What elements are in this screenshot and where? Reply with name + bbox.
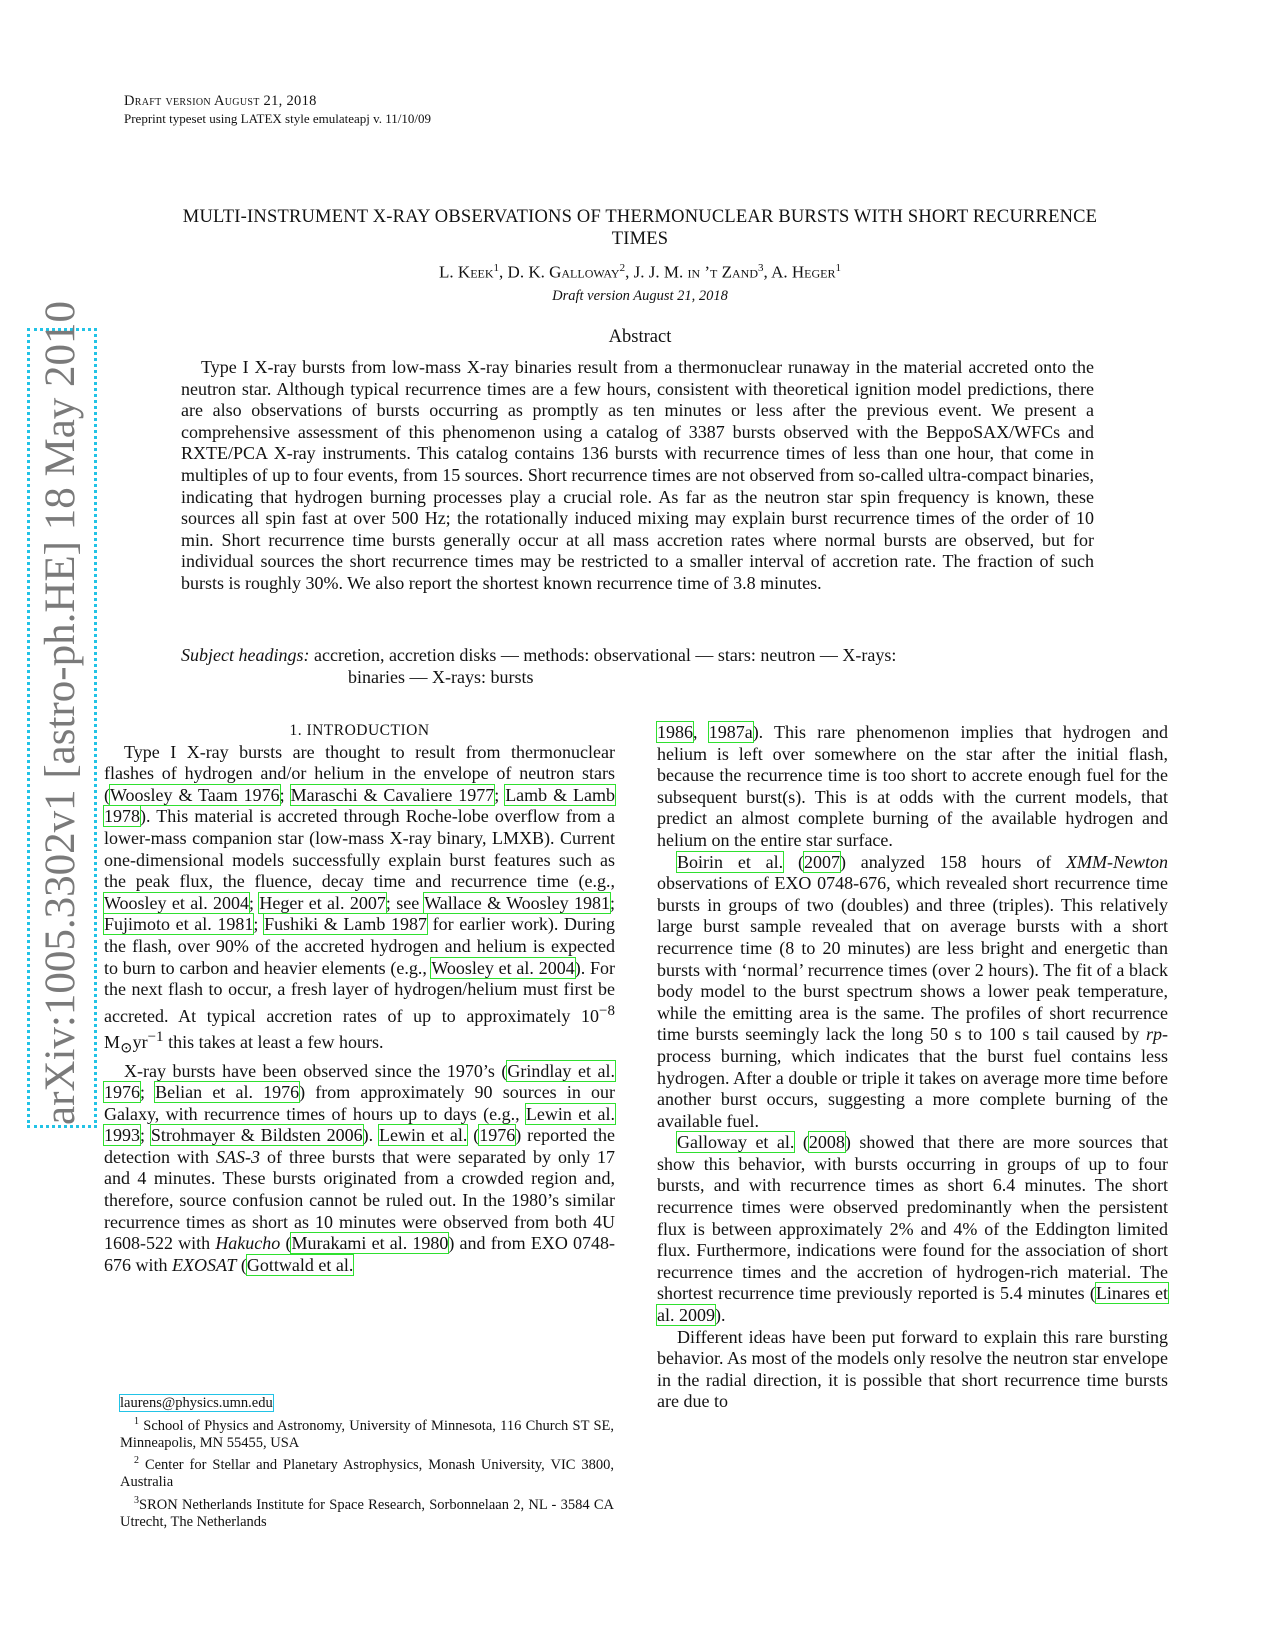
right-column: [657, 722, 1168, 1413]
citation-link[interactable]: Galloway et al.: [677, 1132, 795, 1153]
citation-link[interactable]: Maraschi & Cavaliere 1977: [290, 784, 495, 805]
citation-link[interactable]: 2007: [803, 851, 840, 872]
author-affiliation: 1: [835, 262, 841, 274]
citation-link[interactable]: Gottwald et al.: [246, 1254, 354, 1275]
citation-link[interactable]: Woosley et al. 2004: [104, 892, 250, 913]
citation-link[interactable]: Lamb & Lamb 1978: [104, 784, 615, 827]
author-list: L. Keek$^1$, D. K. Galloway$^2$, J. J. M. in ’t Zand$^3$, A. Heger$^1$: [439, 262, 841, 282]
footnote-2: $^2$ Center for Stellar and Planetary Astrophysics, Monash University, VIC 3800, Australia: [120, 1455, 615, 1491]
intro-paragraph-1: Type I X-ray bursts are thought to result from thermonuclear flashes of hydrogen and/or helium in the envelope of neutron stars (Woosley & Taam 1976; Maraschi & Cavaliere 1977; Lamb & Lamb 1978). This material is accreted through Roche-lobe overflow from a lower-mass companion star (low-mass X-ray binary, LMXB). Current one-dimensional models successfully explain burst features such as the peak flux, the fluence, decay time and recurrence time (e.g., Woosley et al. 2004; Heger et al. 2007; see Wallace & Woosley 1981; Fujimoto et al. 1981; Fushiki & Lamb 1987 for earlier work). During the flash, over 90% of the accreted hydrogen and helium is expected to burn to carbon and heavier elements (e.g., Woosley et al. 2004). For the next flash to occur, a fresh layer of hydrogen/helium must first be accreted. At typical accretion rates of up to approximately $10^{-8}$ $M_⊙yr^{-1}$ this takes at least a few hours.: [104, 741, 615, 1057]
author-affiliation: 2: [619, 262, 626, 274]
author-name: L. Keek: [439, 262, 494, 282]
author-name: J. J. M. in ’t Zand: [633, 262, 758, 282]
citation-link[interactable]: Lewin et al. 1993: [104, 1103, 615, 1146]
author-affiliation: 1: [493, 262, 500, 274]
section-title-introduction: 1. INTRODUCTION: [289, 722, 430, 739]
citation-link[interactable]: Woosley & Taam 1976: [110, 784, 280, 805]
left-column: [104, 720, 615, 1276]
paper-date: Draft version August 21, 2018: [552, 288, 728, 304]
subject-headings-line1: accretion, accretion disks — methods: observational — stars: neutron — X-rays:: [313, 645, 897, 665]
intro-paragraph-2-continued: 1986, 1987a). This rare phenomenon implies that hydrogen and helium is left over somewhere on the star after the initial flash, because the recurrence time is too short to accrete enough fuel for the subsequent burst(s). This is at odds with the current models, that predict an almost complete burning of the available hydrogen and helium on the entire star surface.: [657, 722, 1169, 850]
footnote-1: $^1$ School of Physics and Astronomy, University of Minnesota, 116 Church ST SE, Minneapolis, MN 55455, USA: [120, 1416, 615, 1452]
abstract-text: Type I X-ray bursts from low-mass X-ray binaries result from a thermonuclear runaway in the material accreted onto the neutron star. Although typical recurrence times are a few hours, consistent with theoretical ignition model predictions, there are also observations of bursts occurring as promptly as ten minutes or less after the previous event. We present a comprehensive assessment of this phenomenon using a catalog of 3387 bursts observed with the BeppoSAX/WFCs and RXTE/PCA X-ray instruments. This catalog contains 136 bursts with recurrence times of less than one hour, that come in multiples of up to four events, from 15 sources. Short recurrence times are not observed from so-called ultra-compact binaries, indicating that hydrogen burning processes play a crucial role. As far as the neutron star spin frequency is known, these sources all spin fast at over 500 Hz; the rotationally induced mixing may explain burst recurrence times of the order of 10 min. Short recurrence time bursts generally occur at all mass accretion rates where normal bursts are observed, but for individual sources the short recurrence times may be restricted to a smaller interval of accretion rate. The fraction of such bursts is roughly 30%. We also report the shortest known recurrence time of 3.8 minutes.: [181, 357, 1094, 593]
footnote-3: $^3$SRON Netherlands Institute for Space Research, Sorbonnelaan 2, NL - 3584 CA Utrecht, The Netherlands: [120, 1494, 614, 1530]
author-affiliation: 3: [758, 262, 764, 274]
citation-link[interactable]: Murakami et al. 1980: [291, 1233, 449, 1254]
author-name: D. K. Galloway: [507, 262, 620, 282]
intro-paragraph-3: Boirin et al. (2007) analyzed 158 hours of XMM-Newton observations of EXO 0748-676, which revealed short recurrence time bursts in groups of two (doubles) and three (triples). This relatively large burst sample revealed that on average bursts with a short recurrence time (8 to 20 minutes) are less bright and energetic than bursts with ‘normal’ recurrence times (over 2 hours). The fit of a black body model to the burst spectrum shows a lower peak temperature, while the emitting area is the same. The profiles of short recurrence time bursts seemingly lack the long 50 s to 100 s tail caused by rp-process burning, which indicates that the burst fuel contains less hydrogen. After a double or triple it takes on average more time before another burst occurs, suggesting a more complete burning of the available fuel.: [657, 851, 1169, 1131]
citation-link[interactable]: Grindlay et al. 1976: [104, 1060, 615, 1103]
draft-version-line: Draft version August 21, 2018: [124, 93, 317, 109]
subject-headings-label: Subject headings:: [181, 645, 310, 665]
running-header: [124, 93, 431, 127]
citation-link[interactable]: 1987a: [708, 722, 753, 742]
paper-title: MULTI-INSTRUMENT X-RAY OBSERVATIONS OF THERMONUCLEAR BURSTS WITH SHORT RECURRENCE TIMES: [182, 207, 1098, 249]
citation-link[interactable]: Heger et al. 2007: [259, 892, 386, 913]
intro-paragraph-4: Galloway et al. (2008) showed that there are more sources that show this behavior, with bursts occurring in groups of up to four bursts, and with recurrence times as short 6.4 minutes. The short recurrence times were observed predominantly when the persistent flux is between approximately 2% and 4% of the Eddington limited flux. Furthermore, indications were found for the association of short recurrence times and the accretion of hydrogen-rich material. The shortest recurrence time previously reported is 5.4 minutes (Linares et al. 2009).: [657, 1132, 1168, 1326]
citation-link[interactable]: Belian et al. 1976: [155, 1082, 300, 1103]
citation-link[interactable]: 2008: [808, 1132, 845, 1153]
intro-paragraph-2: X-ray bursts have been observed since the 1970’s (Grindlay et al. 1976; Belian et al. 1976) from approximately 90 sources in our Galaxy, with recurrence times of hours up to days (e.g., Lewin et al. 1993; Strohmayer & Bildsten 2006). Lewin et al. (1976) reported the detection with SAS-3 of three bursts that were separated by only 17 and 4 minutes. These bursts originated from a crowded region and, therefore, source confusion cannot be ruled out. In the 1980’s similar recurrence times as short as 10 minutes were observed from both 4U 1608-522 with Hakucho (Murakami et al. 1980) and from EXO 0748-676 with EXOSAT (Gottwald et al.: [104, 1060, 616, 1275]
footnotes: [120, 1395, 614, 1531]
arxiv-identifier-stamp[interactable]: arXiv:1005.3302v1 [astro-ph.HE] 18 May 2010: [27, 328, 97, 1128]
subject-headings-line2: binaries — X-rays: bursts: [348, 666, 534, 687]
preprint-line: Preprint typeset using LATEX style emulateapj v. 11/10/09: [124, 111, 432, 126]
intro-paragraph-5: Different ideas have been put forward to explain this rare bursting behavior. As most of the models only resolve the neutron star envelope in the radial direction, it is possible that short recurrence time bursts are due to: [657, 1326, 1168, 1412]
citation-link[interactable]: Fujimoto et al. 1981: [104, 914, 254, 935]
citation-link[interactable]: 1976: [479, 1125, 516, 1146]
subject-headings: [181, 645, 1094, 688]
citation-link[interactable]: Strohmayer & Bildsten 2006: [150, 1125, 363, 1146]
citation-link[interactable]: Woosley et al. 2004: [431, 957, 575, 978]
author-name: A. Heger: [771, 262, 836, 282]
abstract-heading: Abstract: [608, 327, 672, 347]
citation-link[interactable]: Boirin et al.: [677, 851, 784, 872]
citation-link[interactable]: Linares et al. 2009: [657, 1283, 1168, 1326]
citation-link[interactable]: 1986: [657, 722, 693, 742]
citation-link[interactable]: Wallace & Woosley 1981: [424, 892, 610, 913]
citation-link[interactable]: Lewin et al.: [379, 1125, 468, 1146]
email-link[interactable]: laurens@physics.umn.edu: [120, 1395, 273, 1411]
citation-link[interactable]: Fushiki & Lamb 1987: [264, 914, 427, 935]
